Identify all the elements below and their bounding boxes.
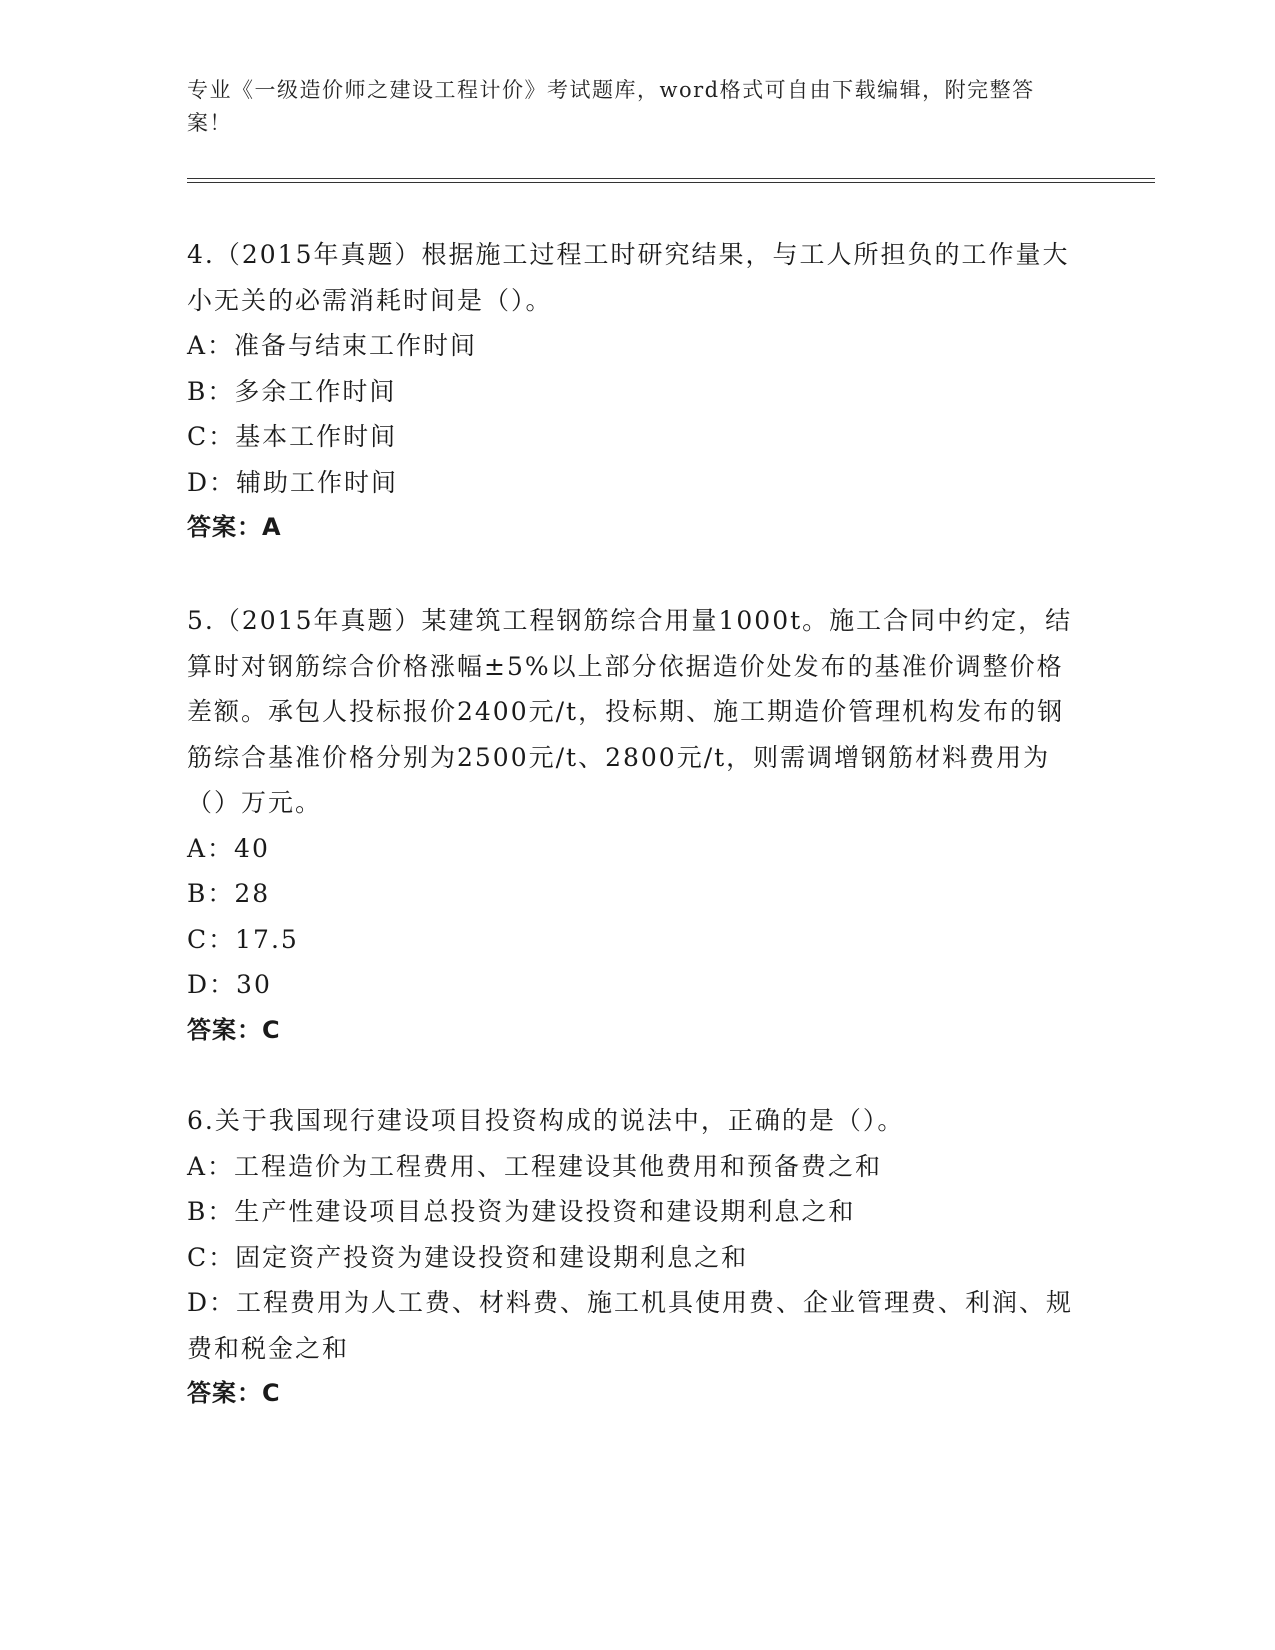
option-a: A：工程造价为工程费用、工程建设其他费用和预备费之和 [187,1151,883,1181]
question-4 [187,232,1087,551]
option-c: C：17.5 [187,924,299,954]
option-d: D：30 [187,970,272,999]
option-c: C：基本工作时间 [187,422,398,451]
option-c: C：固定资产投资为建设投资和建设期利息之和 [187,1242,749,1272]
question-stem: 5.（2015年真题）某建筑工程钢筋综合用量1000t。施工合同中约定，结算时对钢筋综合价格涨幅±5%以上部分依据造价处发布的基准价调整价格差额。承包人投标报价2400元/t，投标期、施工期造价管理机构发布的钢筋综合基准价格分别为2500元/t、2800元/t，则需调增钢筋材料费用为（）万元。 [187,606,1073,817]
option-a: A：40 [187,833,270,863]
answer: 答案：C [187,1379,281,1407]
question-5 [187,598,1087,1053]
option-d: D：辅助工作时间 [187,467,399,497]
option-a: A：准备与结束工作时间 [187,331,478,360]
option-b: B：28 [187,879,271,908]
answer: 答案：A [187,513,282,541]
question-stem: 6.关于我国现行建设项目投资构成的说法中，正确的是（）。 [187,1106,905,1135]
option-b: B：多余工作时间 [187,376,397,406]
question-stem: 4.（2015年真题）根据施工过程工时研究结果，与工人所担负的工作量大小无关的必需消耗时间是（）。 [187,240,1070,315]
option-d: D：工程费用为人工费、材料费、施工机具使用费、企业管理费、利润、规费和税金之和 [187,1288,1074,1363]
document-header: 专业《一级造价师之建设工程计价》考试题库，word格式可自由下载编辑，附完整答案！ [187,78,1035,135]
question-6 [187,1098,1087,1417]
header-divider-top [187,178,1155,179]
header-divider-bottom [187,182,1155,183]
option-b: B：生产性建设项目总投资为建设投资和建设期利息之和 [187,1197,856,1226]
answer: 答案：C [187,1015,281,1044]
